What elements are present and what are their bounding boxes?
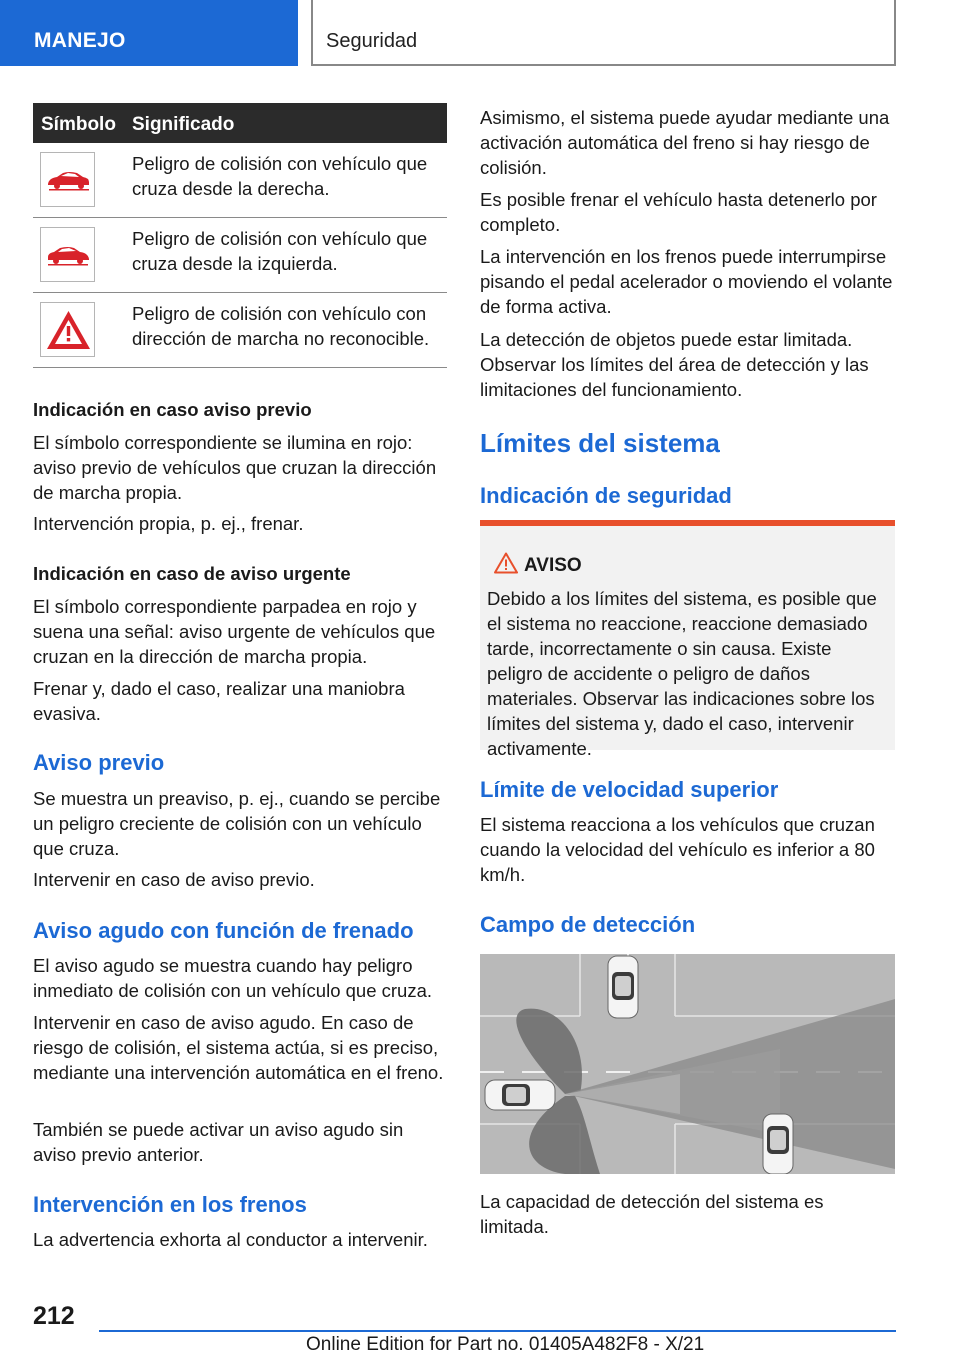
row-meaning: Peligro de colisión con vehículo que cruza desde la izquierda. [132, 228, 428, 274]
symbol-table [33, 103, 447, 368]
chapter-label: MANEJO [34, 29, 126, 52]
section-title: Aviso agudo con función de frenado [33, 918, 414, 943]
row-meaning: Peligro de colisión con vehículo con dirección de marcha no reconocible. [132, 303, 430, 349]
figure-caption: La capacidad de detección del sistema es limitada. [480, 1191, 824, 1237]
warning-text: Debido a los límites del sistema, es posible que el sistema no reaccione, reaccione demasiado tarde, incorrectamente o sin causa. Existe peligro de accidente o peligro de daños materiales. Observar las indicaciones sobre los límites del sistema y, dado el caso, intervenir activamente. [487, 588, 877, 759]
table-row [33, 218, 447, 293]
paragraph: La detección de objetos puede estar limitada. Observar los límites del área de detección y las limitaciones del funcionamiento. [480, 329, 869, 400]
paragraph: Asimismo, el sistema puede ayudar mediante una activación automática del freno si hay riesgo de colisión. [480, 107, 890, 178]
paragraph: Intervención propia, p. ej., frenar. [33, 513, 304, 534]
topic-tab [311, 0, 896, 66]
paragraph: También se puede activar un aviso agudo sin aviso previo anterior. [33, 1119, 404, 1165]
warning-box [480, 520, 895, 759]
subsection-title: Campo de detección [480, 912, 696, 937]
car-left-icon [40, 227, 95, 282]
column-header-symbol: Símbolo [41, 114, 116, 135]
edition-label: Online Edition for Part no. 01405A482F8 - X/21 [306, 1334, 705, 1355]
table-row [33, 143, 447, 218]
warning-label: AVISO [524, 555, 582, 576]
paragraph: Intervenir en caso de aviso agudo. En caso de riesgo de colisión, el sistema actúa, si es preciso, mediante una intervención automática en el freno. [33, 1012, 444, 1083]
paragraph: La advertencia exhorta al conductor a intervenir. [33, 1229, 428, 1250]
paragraph: Se muestra un preaviso, p. ej., cuando se percibe un peligro creciente de colisión con un vehículo que cruza. [33, 788, 441, 859]
subsection-title: Límite de velocidad superior [480, 777, 779, 802]
page-number: 212 [33, 1302, 75, 1330]
warning-triangle-icon [40, 302, 95, 357]
paragraph: La intervención en los frenos puede interrumpirse pisando el pedal acelerador o moviendo el volante de forma activa. [480, 246, 893, 317]
urgent-heading: Indicación en caso de aviso urgente [33, 563, 351, 584]
paragraph: Es posible frenar el vehículo hasta detenerlo por completo. [480, 189, 877, 235]
detection-field-illustration [480, 954, 895, 1174]
section-title: Intervención en los frenos [33, 1192, 307, 1217]
paragraph: El símbolo correspondiente se ilumina en rojo: aviso previo de vehículos que cruzan la dirección de marcha propia. [33, 432, 437, 503]
car-right-icon [40, 152, 95, 207]
table-header [33, 103, 447, 143]
section-title: Aviso previo [33, 750, 165, 775]
paragraph: Frenar y, dado el caso, realizar una maniobra evasiva. [33, 678, 405, 724]
topic-label: Seguridad [326, 30, 418, 52]
column-header-meaning: Significado [132, 114, 235, 135]
row-meaning: Peligro de colisión con vehículo que cruza desde la derecha. [132, 153, 428, 199]
footer-divider [99, 1330, 896, 1332]
prewarn-heading: Indicación en caso aviso previo [33, 399, 312, 420]
paragraph: El sistema reacciona a los vehículos que cruzan cuando la velocidad del vehículo es inferior a 80 km/h. [480, 814, 875, 885]
warning-triangle-icon [494, 552, 518, 574]
subsection-title: Indicación de seguridad [480, 483, 732, 508]
paragraph: El aviso agudo se muestra cuando hay peligro inmediato de colisión con un vehículo que cruza. [33, 955, 433, 1001]
section-title: Límites del sistema [480, 428, 720, 458]
chapter-tab [0, 0, 298, 66]
paragraph: Intervenir en caso de aviso previo. [33, 869, 315, 890]
paragraph: El símbolo correspondiente parpadea en rojo y suena una señal: aviso urgente de vehículos que cruzan en la dirección de marcha propia. [33, 596, 436, 667]
table-row [33, 293, 447, 368]
